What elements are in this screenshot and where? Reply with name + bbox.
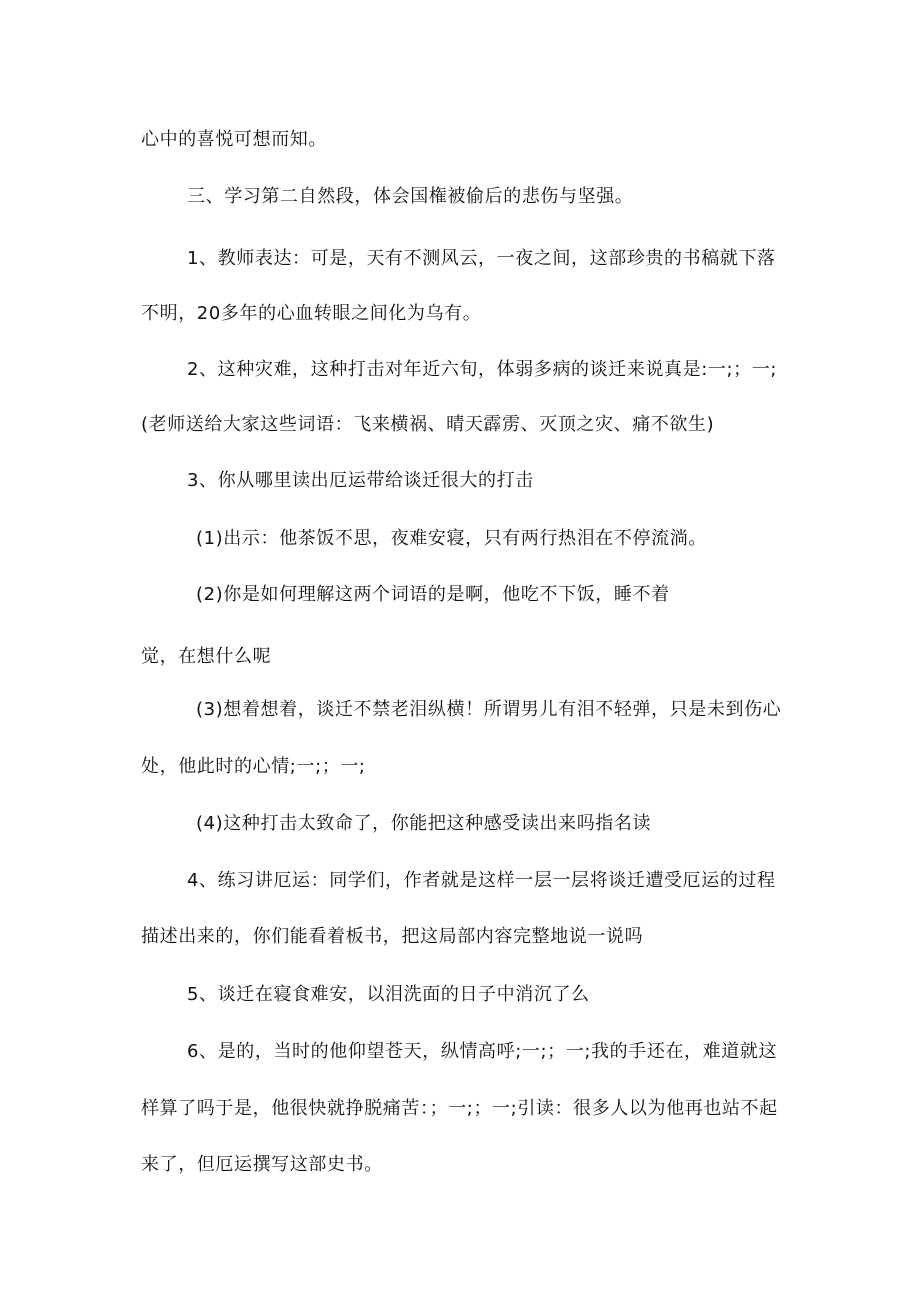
text-line: 心中的喜悦可想而知。 [141, 129, 327, 150]
text-line: 来了，但厄运撰写这部史书。 [141, 1154, 383, 1175]
text-line: 不明，20多年的心血转眼之间化为乌有。 [141, 303, 482, 324]
text-line: 1、教师表达：可是，天有不测风云，一夜之间，这部珍贵的书稿就下落 [187, 248, 776, 269]
text-line: 4、练习讲厄运：同学们，作者就是这样一层一层将谈迁遭受厄运的过程 [187, 870, 776, 891]
text-line: (3)想着想着，谈迁不禁老泪纵横！所谓男儿有泪不轻弹，只是未到伤心 [196, 699, 782, 720]
text-line: (2)你是如何理解这两个词语的是啊，他吃不下饭，睡不着 [196, 584, 670, 605]
text-line: 描述出来的，你们能看着板书，把这局部内容完整地说一说吗 [141, 926, 644, 947]
text-line: 样算了吗于是，他很快就挣脱痛苦：；一;；一;引读：很多人以为他再也站不起 [141, 1098, 778, 1119]
text-line: 5、谈迁在寝食难安，以泪洗面的日子中消沉了么 [187, 984, 590, 1005]
text-line: (1)出示：他茶饭不思，夜难安寝，只有两行热泪在不停流淌。 [196, 528, 707, 549]
text-line: (4)这种打击太致命了，你能把这种感受读出来吗指名读 [196, 813, 652, 834]
text-line: 觉，在想什么呢 [141, 646, 272, 667]
text-line: 2、这种灾难，这种打击对年近六旬，体弱多病的谈迁来说真是:一;；一; [187, 359, 778, 380]
section-heading: 三、学习第二自然段，体会国権被偷后的悲伤与坚强。 [187, 186, 634, 207]
text-line: 6、是的，当时的他仰望苍天，纵情高呼;一;；一;我的手还在，难道就这 [187, 1041, 778, 1062]
text-line: (老师送给大家这些词语：飞来横祸、晴天霹雳、灭顶之灾、痛不欲生) [141, 414, 715, 435]
text-line: 3、你从哪里读出厄运带给谈迁很大的打击 [187, 470, 534, 491]
text-line: 处，他此时的心情;一;；一; [141, 756, 366, 777]
